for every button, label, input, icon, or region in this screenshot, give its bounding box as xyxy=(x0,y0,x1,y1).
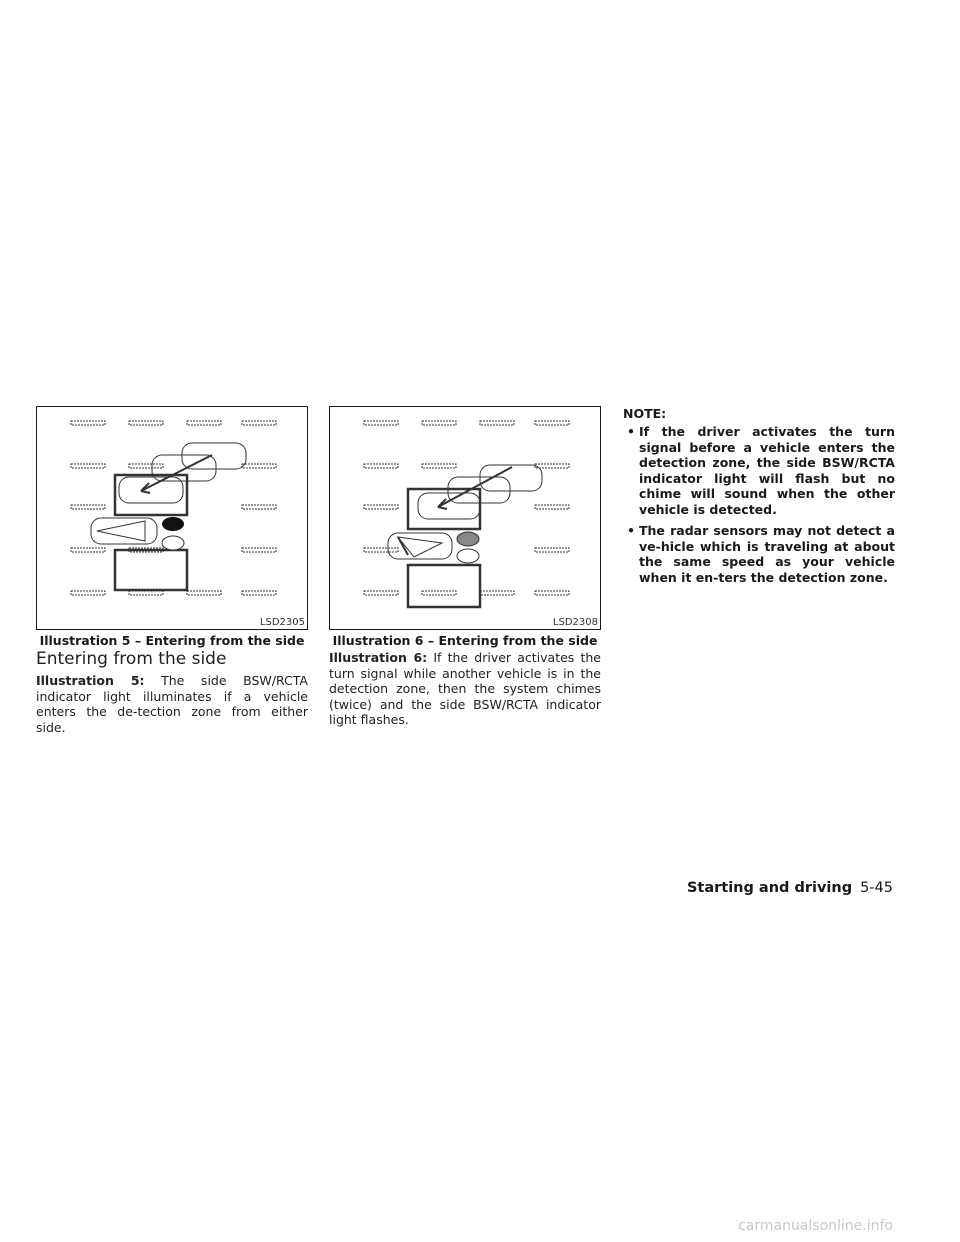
section-heading: Entering from the side xyxy=(36,649,227,669)
illustration-6-drawing xyxy=(330,407,602,631)
note-title: NOTE: xyxy=(623,406,667,421)
bullet-icon: • xyxy=(627,424,635,439)
paragraph-illustration-6 xyxy=(329,650,601,728)
indicator-light-on xyxy=(162,517,184,531)
page-number: 5-45 xyxy=(860,880,893,896)
paragraph-lead: Illustration 6: xyxy=(329,650,428,665)
note-item: • The radar sensors may not detect a ve-hicle which is traveling at about the same speed as your vehicle when it en-ters the detection zone. xyxy=(627,523,895,585)
paragraph-lead: Illustration 5: xyxy=(36,673,145,688)
indicator-light-off xyxy=(457,549,479,563)
paragraph-illustration-5 xyxy=(36,673,308,735)
vehicle-sequence xyxy=(119,443,246,503)
lane-markings xyxy=(364,421,569,595)
bullet-icon: • xyxy=(627,523,635,538)
figure-illustration-5 xyxy=(36,406,308,630)
detection-zone-right xyxy=(115,550,187,590)
figure-caption: Illustration 5 – Entering from the side xyxy=(39,633,305,648)
footer-section: Starting and driving xyxy=(686,880,853,896)
note-list xyxy=(623,424,895,591)
illustration-5-drawing xyxy=(37,407,309,631)
paragraph-text: If the driver activates the turn signal while another vehicle is in the detection zone, then the system chimes (twice) and the side BSW/RCTA indicator light flashes. xyxy=(329,650,601,727)
watermark: carmanualsonline.info xyxy=(738,1218,893,1234)
figure-caption: Illustration 6 – Entering from the side xyxy=(332,633,598,648)
page-footer xyxy=(687,880,893,896)
indicator-light-off xyxy=(162,536,184,550)
detection-zone-right xyxy=(408,565,480,607)
note-item: • If the driver activates the turn signal before a vehicle enters the detection zone, the side BSW/RCTA indicator light will flash but no chime will sound when the other vehicle is detected. xyxy=(627,424,895,517)
figure-code: LSD2305 xyxy=(259,617,305,628)
figure-code: LSD2308 xyxy=(552,617,598,628)
own-vehicle xyxy=(91,518,157,544)
paragraph-text: The side BSW/RCTA indicator light illuminates if a vehicle enters the de-tection zone from either side. xyxy=(36,673,308,735)
lane-markings xyxy=(71,421,276,595)
indicator-light-flashing xyxy=(457,532,479,546)
figure-illustration-6 xyxy=(329,406,601,630)
